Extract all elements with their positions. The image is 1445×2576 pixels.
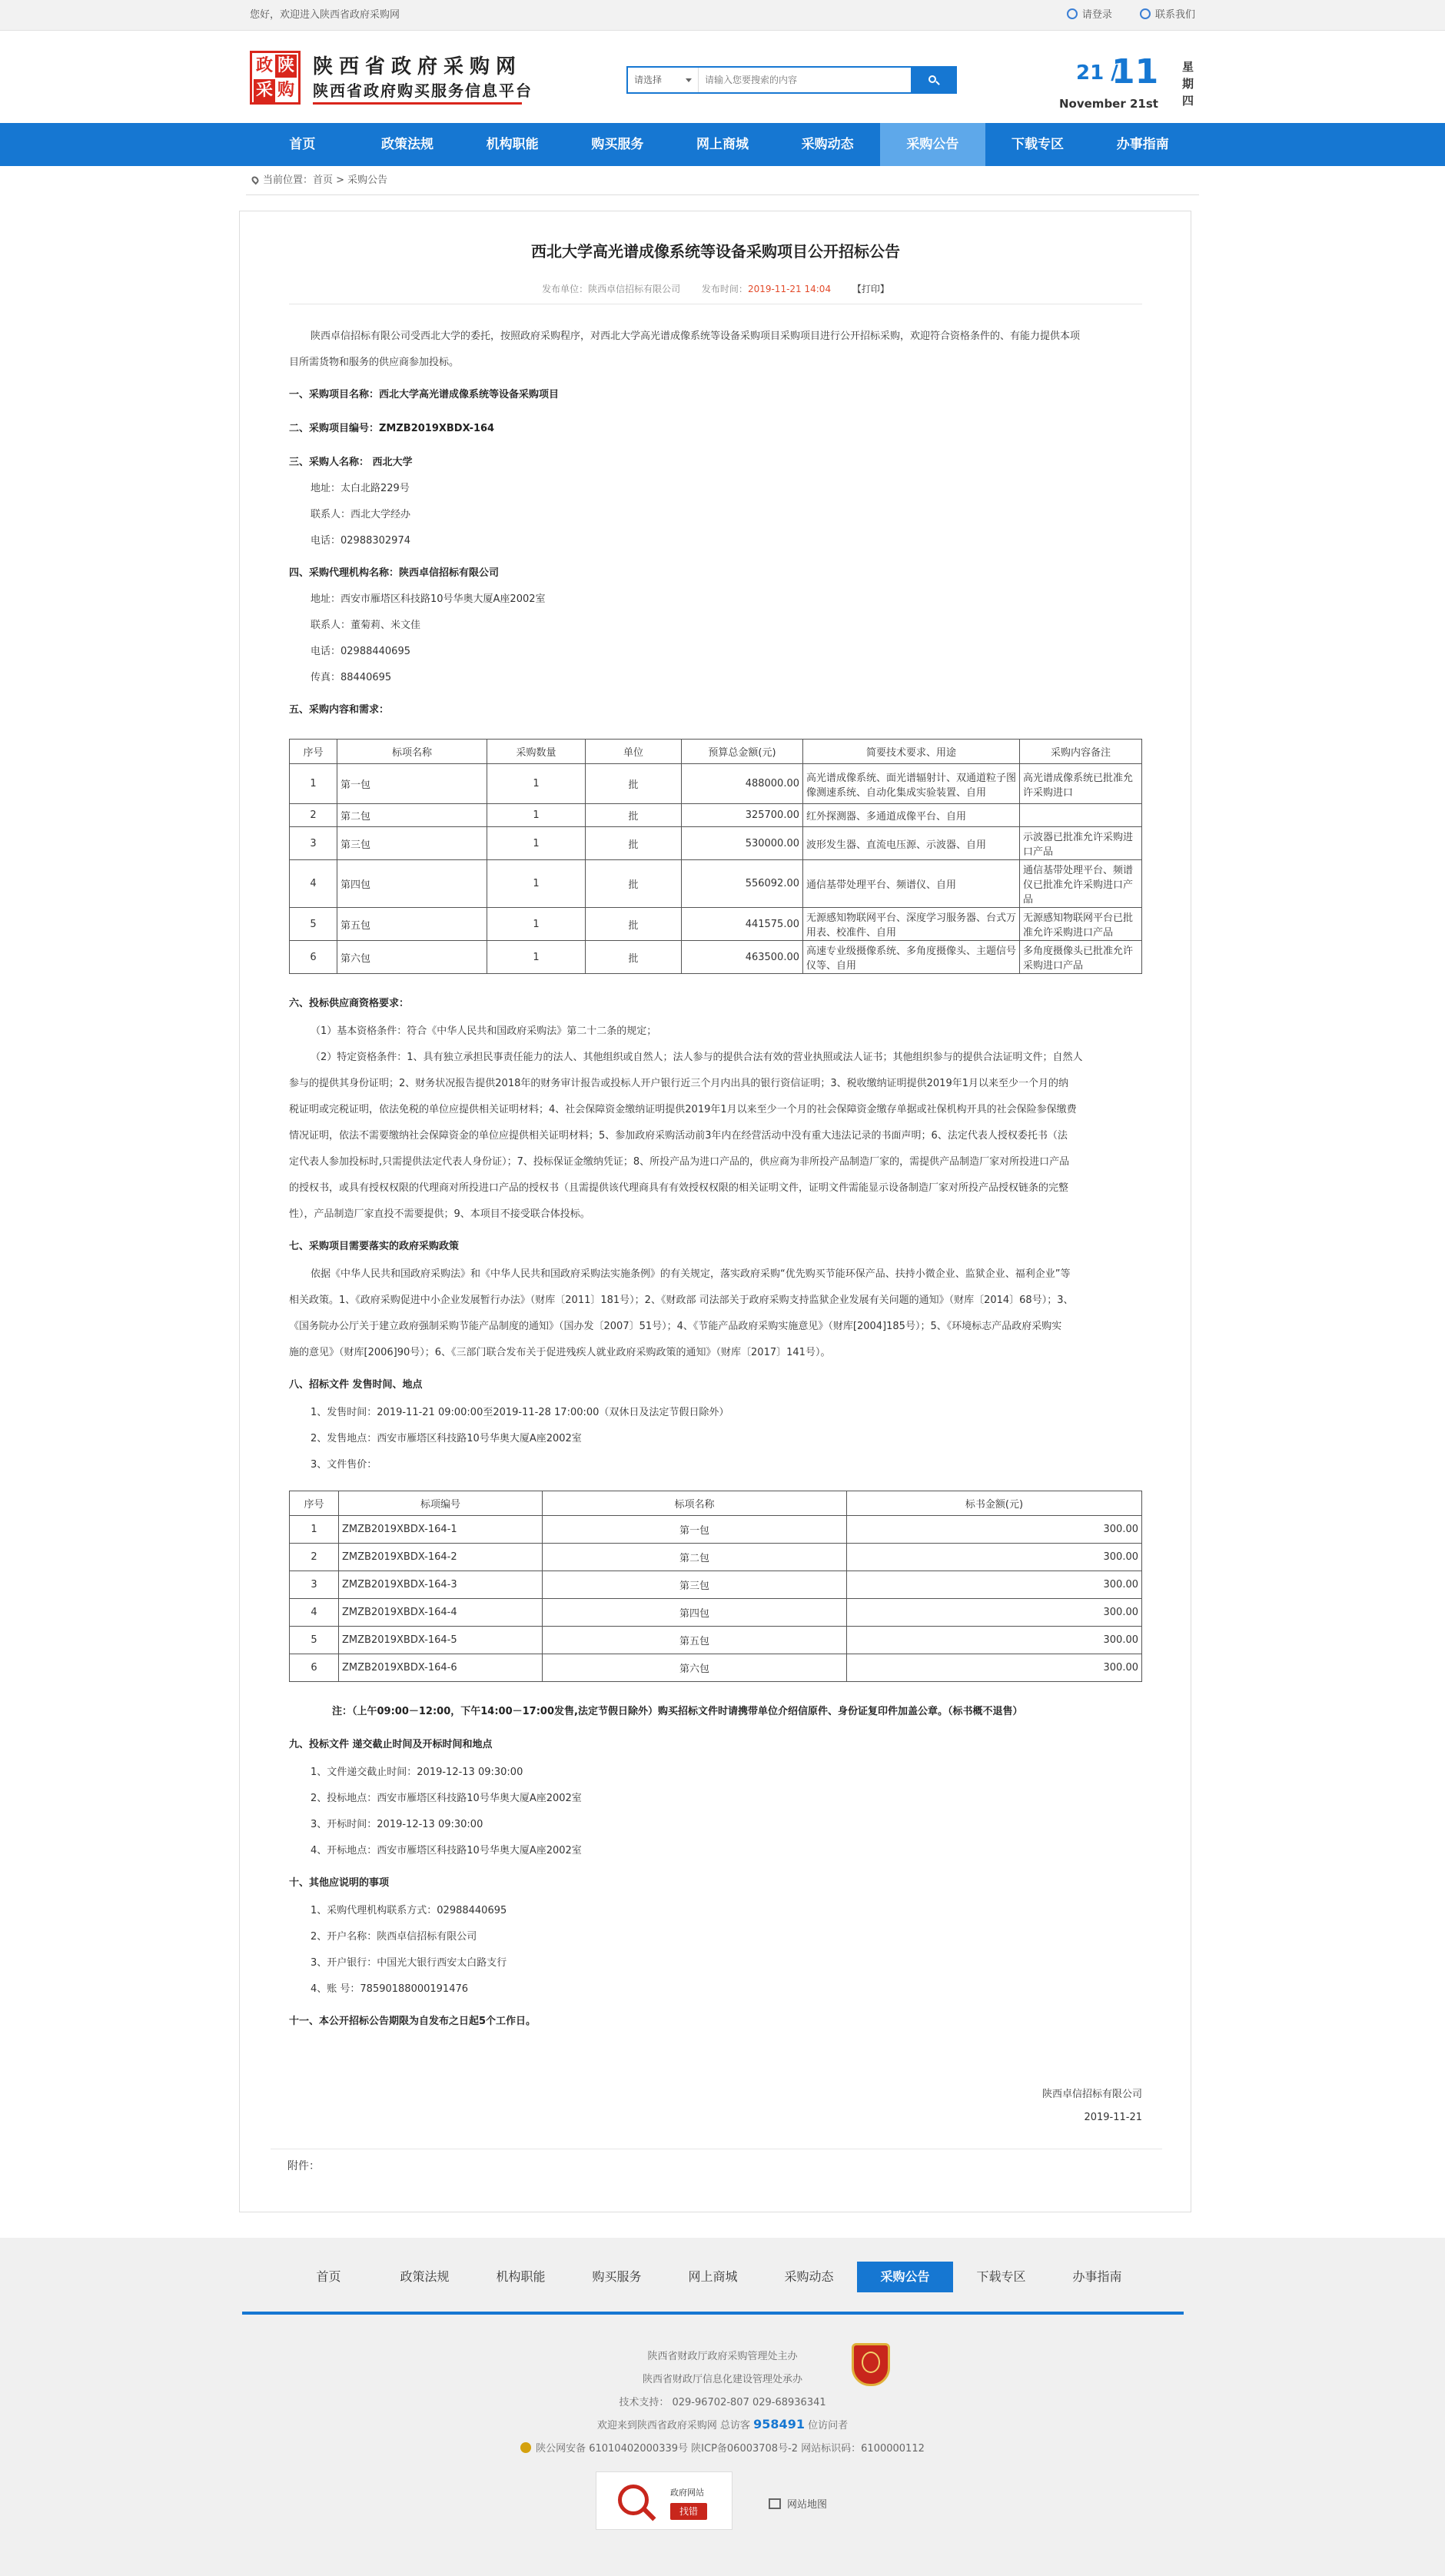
visit-count: 958491 bbox=[753, 2417, 805, 2431]
logo-char: 购 bbox=[277, 81, 294, 100]
nav-online-mall[interactable]: 网上商城 bbox=[696, 137, 749, 152]
procurement-table bbox=[289, 739, 1142, 974]
police-badge-icon bbox=[520, 2442, 531, 2453]
top-bar bbox=[0, 0, 1445, 31]
info-line: 联系人：董菊莉、米文佳 bbox=[311, 620, 421, 631]
table-header: 采购内容备注 bbox=[1020, 740, 1142, 764]
publish-time: 2019-11-21 14:04 bbox=[747, 284, 832, 294]
section-heading: 五、采购内容和需求： bbox=[289, 704, 390, 716]
table-header: 标项名称 bbox=[337, 740, 487, 764]
info-line: 施的意见》（财库[2006]90号）；6、《三部门联合发布关于促进残疾人就业政府采购政策的通知》（财库〔2017〕141号）。 bbox=[289, 1347, 831, 1358]
date-month: November 21st bbox=[1059, 97, 1158, 111]
footer bbox=[0, 2238, 1445, 2576]
article-box bbox=[239, 211, 1191, 2212]
info-line: 《国务院办公厅关于建立政府强制采购节能产品制度的通知》（国办发〔2007〕51号）；4、《节能产品政府采购实施意见》（财库[2004]185号）；5、《环境标志产品政府采购实 bbox=[289, 1321, 1062, 1332]
date-widget bbox=[1059, 52, 1198, 112]
info-line: 税证明或完税证明，依法免税的单位应提供相关证明材料；4、社会保障资金缴纳证明提供2019年1月以来至少一个月的社会保障资金缴存单据或社保机构开具的社会保险参保缴费 bbox=[289, 1104, 1077, 1115]
sitemap-link[interactable]: 网站地图 bbox=[769, 2496, 827, 2511]
info-line: 3、开户银行：中国光大银行西安太白路支行 bbox=[311, 1957, 507, 1969]
info-line: 联系人：西北大学经办 bbox=[311, 509, 411, 520]
section-heading: 二、采购项目编号：ZMZB2019XBDX-164 bbox=[289, 423, 495, 434]
nav-news[interactable]: 采购动态 bbox=[801, 137, 854, 152]
section-heading: 十一、本公开招标公告期限为自发布之日起5个工作日。 bbox=[289, 2016, 536, 2027]
info-line: 4、开标地点：西安市雁塔区科技路10号华奥大厦A座2002室 bbox=[311, 1845, 582, 1856]
table-row: 5 第五包 1 批 441575.00 无源感知物联网平台、深度学习服务器、台式万用表、校准件、自用 无源感知物联网平台已批准允许采购进口产品 bbox=[290, 908, 1142, 941]
info-line: 传真：88440695 bbox=[311, 672, 392, 683]
main-nav bbox=[0, 123, 1445, 166]
footer-nav bbox=[242, 2262, 1184, 2292]
contact-link[interactable]: 联系我们 bbox=[1140, 9, 1195, 21]
nav-announcement[interactable]: 采购公告 bbox=[880, 123, 985, 166]
logo-char: 政 bbox=[255, 56, 273, 75]
attachment-label: 附件： bbox=[287, 2160, 320, 2172]
footer-nav-announcement[interactable]: 采购公告 bbox=[857, 2262, 953, 2292]
section-heading: 九、投标文件 递交截止时间及开标时间和地点 bbox=[289, 1739, 493, 1750]
date-month-num: 21 / bbox=[1076, 61, 1118, 85]
info-line: 2、开户名称：陕西卓信招标有限公司 bbox=[311, 1931, 477, 1943]
table-row: 5 ZMZB2019XBDX-164-5 第五包 300.00 bbox=[290, 1627, 1142, 1654]
logo-char: 陕 bbox=[275, 55, 297, 78]
nav-purchase-service[interactable]: 购买服务 bbox=[591, 137, 644, 152]
info-line: 参与的提供其身份证明；2、财务状况报告提供2018年的财务审计报告或投标人开户银行近三个月内出具的银行资信证明；3、税收缴纳证明提供2019年1月以来至少一个月的纳 bbox=[289, 1078, 1068, 1089]
table-header: 简要技术要求、用途 bbox=[803, 740, 1020, 764]
info-line: 情况证明，依法不需要缴纳社会保障资金的单位应提供相关证明材料；5、参加政府采购活动前3年内在经营活动中没有重大违法记录的书面声明；6、法定代表人授权委托书（法 bbox=[289, 1130, 1068, 1142]
info-line: 1、发售时间：2019-11-21 09:00:00至2019-11-28 17:00:00（双休日及法定节假日除外） bbox=[311, 1407, 729, 1418]
intro-line: 陕西卓信招标有限公司受西北大学的委托，按照政府采购程序，对西北大学高光谱成像系统等设备采购项目采购项目进行公开招标采购，欢迎符合资格条件的、有能力提供本项 bbox=[311, 331, 1081, 342]
nav-download[interactable]: 下载专区 bbox=[1012, 137, 1065, 152]
info-line: 地址：太白北路229号 bbox=[311, 483, 410, 494]
search-button[interactable] bbox=[911, 68, 955, 92]
table-row: 2 第二包 1 批 325700.00 红外探测器、多通道成像平台、自用 bbox=[290, 804, 1142, 827]
section-heading: 十、其他应说明的事项 bbox=[289, 1877, 390, 1889]
table-row: 1 ZMZB2019XBDX-164-1 第一包 300.00 bbox=[290, 1516, 1142, 1544]
info-line: 电话：02988440695 bbox=[311, 646, 410, 657]
footer-nav-policy[interactable]: 政策法规 bbox=[400, 2269, 450, 2284]
footer-icp: 陕公网安备 61010402000339号 陕ICP备06003708号-2 网站标识码：6100000112 bbox=[0, 2440, 1445, 2455]
table-header: 单位 bbox=[586, 740, 682, 764]
footer-support: 技术支持： 029-96702-807 029-68936341 bbox=[619, 2397, 826, 2408]
table-row: 3 ZMZB2019XBDX-164-3 第三包 300.00 bbox=[290, 1571, 1142, 1599]
footer-nav-online-mall[interactable]: 网上商城 bbox=[688, 2269, 738, 2284]
breadcrumb: 当前位置：首页 > 采购公告 bbox=[246, 166, 1199, 195]
chevron-down-icon bbox=[686, 78, 692, 82]
info-line: 相关政策。1、《政府采购促进中小企业发展暂行办法》（财库〔2011〕181号）；2、《财政部 司法部关于政府采购支持监狱企业发展有关问题的通知》（财库〔2014〕68号）；3、 bbox=[289, 1295, 1074, 1306]
date-day: 11 bbox=[1111, 52, 1159, 91]
section-heading: 一、采购项目名称：西北大学高光谱成像系统等设备采购项目 bbox=[289, 389, 560, 401]
article-meta: 发布单位：陕西卓信招标有限公司 发布时间：2019-11-21 14:04 【打印】 bbox=[542, 284, 889, 294]
table-row: 6 第六包 1 批 463500.00 高速专业级摄像系统、多角度摄像头、主题信号仪等、自用 多角度摄像头已批准允许采购进口产品 bbox=[290, 941, 1142, 974]
nav-institution[interactable]: 机构职能 bbox=[486, 137, 539, 152]
search-type-select[interactable]: 请选择 bbox=[628, 68, 699, 92]
location-icon bbox=[251, 175, 261, 185]
info-line: 3、开标时间：2019-12-13 09:30:00 bbox=[311, 1819, 483, 1830]
table-row: 4 ZMZB2019XBDX-164-4 第四包 300.00 bbox=[290, 1599, 1142, 1627]
table-header: 预算总金额(元) bbox=[682, 740, 803, 764]
footer-nav-institution[interactable]: 机构职能 bbox=[496, 2269, 546, 2284]
logo-underline bbox=[313, 102, 522, 105]
info-line: 4、账 号：78590188000191476 bbox=[311, 1983, 469, 1995]
document-price-table bbox=[289, 1491, 1142, 1682]
info-line: 1、文件递交截止时间：2019-12-13 09:30:00 bbox=[311, 1767, 523, 1778]
search-input[interactable] bbox=[705, 69, 897, 91]
table-header: 标书金额(元) bbox=[847, 1491, 1142, 1516]
info-line: （1）基本资格条件：符合《中华人民共和国政府采购法》第二十二条的规定； bbox=[311, 1025, 657, 1037]
site-subtitle: 陕西省政府购买服务信息平台 bbox=[313, 81, 533, 100]
signature-date: 2019-11-21 bbox=[1084, 2112, 1142, 2123]
intro-line: 目所需货物和服务的供应商参加投标。 bbox=[289, 357, 460, 368]
info-line: 地址：西安市雁塔区科技路10号华奥大厦A座2002室 bbox=[311, 593, 546, 605]
footer-visits: 欢迎来到陕西省政府采购网 总访客 958491 位访问者 bbox=[596, 2417, 849, 2431]
logo-char: 采 bbox=[254, 79, 275, 102]
nav-guide[interactable]: 办事指南 bbox=[1116, 137, 1169, 152]
date-weekday: 星期四 bbox=[1182, 60, 1194, 108]
publisher: 发布单位：陕西卓信招标有限公司 bbox=[542, 284, 681, 294]
welcome-text: 您好，欢迎进入陕西省政府采购网 bbox=[250, 9, 400, 21]
table-header: 标项编号 bbox=[339, 1491, 543, 1516]
sitemap-icon bbox=[769, 2498, 781, 2509]
info-line: 1、采购代理机构联系方式：02988440695 bbox=[311, 1905, 507, 1916]
info-line: 性），产品制造厂家直投不需要提供；9、本项目不接受联合体投标。 bbox=[289, 1208, 590, 1220]
table-header: 采购数量 bbox=[487, 740, 586, 764]
footer-nav-purchase-service[interactable]: 购买服务 bbox=[592, 2269, 642, 2284]
gov-site-error-badge[interactable]: 政府网站 找错 bbox=[596, 2471, 732, 2530]
nav-home[interactable]: 首页 bbox=[289, 137, 316, 152]
info-line: 定代表人参加投标时,只需提供法定代表人身份证）；7、投标保证金缴纳凭证；8、所投产品为进口产品的，供应商为非所投产品制造厂家的，需提供产品制造厂家对所投进口产品 bbox=[289, 1156, 1070, 1168]
section-heading: 七、采购项目需要落实的政府采购政策 bbox=[289, 1241, 460, 1252]
table-row: 3 第三包 1 批 530000.00 波形发生器、直流电压源、示波器、自用 示波器已批准允许采购进口产品 bbox=[290, 827, 1142, 860]
table-row: 6 ZMZB2019XBDX-164-6 第六包 300.00 bbox=[290, 1654, 1142, 1682]
table-row: 2 ZMZB2019XBDX-164-2 第二包 300.00 bbox=[290, 1544, 1142, 1571]
table-row: 4 第四包 1 批 556092.00 通信基带处理平台、频谱仪、自用 通信基带处理平台、频谱仪已批准允许采购进口产品 bbox=[290, 860, 1142, 908]
nav-policy[interactable]: 政策法规 bbox=[381, 137, 434, 152]
footer-nav-guide[interactable]: 办事指南 bbox=[1072, 2269, 1122, 2284]
section-heading: 四、采购代理机构名称：陕西卓信招标有限公司 bbox=[289, 567, 500, 579]
site-title: 陕西省政府采购网 bbox=[313, 55, 523, 78]
info-line: （2）特定资格条件：1、具有独立承担民事责任能力的法人、其他组织或自然人；法人参与的提供合法有效的营业执照或法人证书；其他组织参与的提供合法证明文件；自然人 bbox=[311, 1052, 1083, 1063]
footer-nav-news[interactable]: 采购动态 bbox=[784, 2269, 834, 2284]
phone-icon bbox=[1140, 8, 1151, 19]
search-box bbox=[626, 66, 957, 94]
sale-note: 注：（上午09:00－12:00，下午14:00－17:00发售,法定节假日除外）购买招标文件时请携带单位介绍信原件、身份证复印件加盖公章。（标书概不退售） bbox=[332, 1706, 1023, 1717]
info-line: 2、发售地点：西安市雁塔区科技路10号华奥大厦A座2002室 bbox=[311, 1433, 582, 1444]
table-header: 序号 bbox=[290, 1491, 339, 1516]
section-heading: 三、采购人名称： 西北大学 bbox=[289, 457, 413, 468]
section-heading: 六、投标供应商资格要求： bbox=[289, 998, 410, 1009]
footer-host: 陕西省财政厅政府采购管理处主办 bbox=[647, 2351, 798, 2362]
table-row: 1 第一包 1 批 488000.00 高光谱成像系统、面光谱辐射计、双通道粒子图像测速系统、自动化集成实验装置、自用 高光谱成像系统已批准允许采购进口 bbox=[290, 764, 1142, 804]
footer-nav-download[interactable]: 下载专区 bbox=[976, 2269, 1026, 2284]
info-line: 依据《中华人民共和国政府采购法》和《中华人民共和国政府采购法实施条例》的有关规定，落实政府采购“优先购买节能环保产品、扶持小微企业、监狱企业、福利企业”等 bbox=[311, 1268, 1071, 1280]
section-heading: 八、招标文件 发售时间、地点 bbox=[289, 1379, 423, 1391]
table-header: 序号 bbox=[290, 740, 337, 764]
header bbox=[0, 31, 1445, 123]
info-line: 电话：02988302974 bbox=[311, 535, 410, 547]
print-link[interactable]: 【打印】 bbox=[852, 284, 889, 294]
info-line: 的授权书，或具有授权权限的代理商对所投进口产品的授权书（且需提供该代理商具有有效授权权限的相关证明文件，证明文件需能显示设备制造厂家对所投产品授权链条的完整 bbox=[289, 1182, 1069, 1194]
footer-tech: 陕西省财政厅信息化建设管理处承办 bbox=[642, 2374, 802, 2385]
info-line: 2、投标地点：西安市雁塔区科技路10号华奥大厦A座2002室 bbox=[311, 1793, 582, 1804]
article-title: 西北大学高光谱成像系统等设备采购项目公开招标公告 bbox=[531, 242, 900, 261]
table-header: 标项名称 bbox=[543, 1491, 847, 1516]
info-line: 3、文件售价： bbox=[311, 1459, 377, 1471]
user-icon bbox=[1067, 8, 1078, 19]
signature-org: 陕西卓信招标有限公司 bbox=[1041, 2089, 1142, 2100]
site-logo[interactable] bbox=[250, 51, 301, 105]
login-link[interactable]: 请登录 bbox=[1067, 9, 1112, 21]
footer-nav-home[interactable]: 首页 bbox=[316, 2269, 341, 2284]
